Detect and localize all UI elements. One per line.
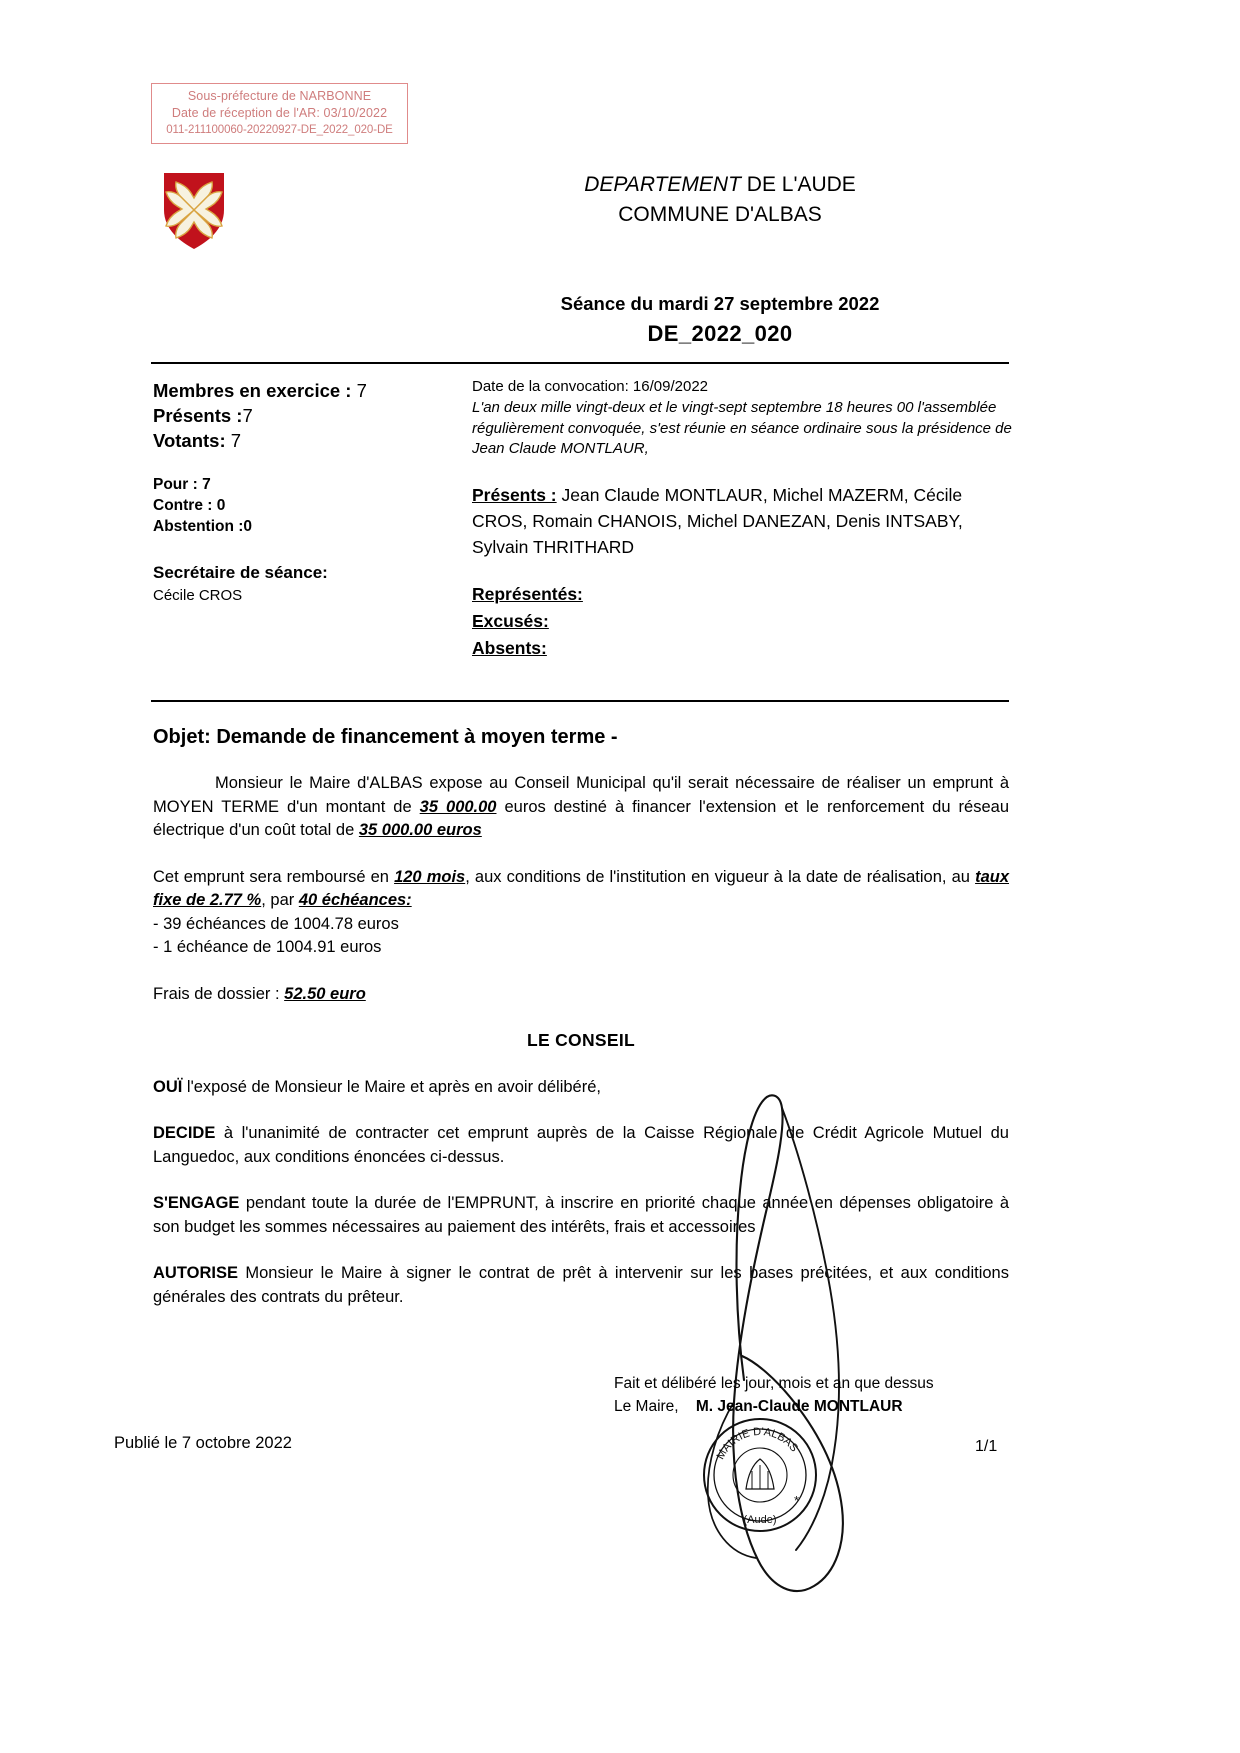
loan-rate: taux fixe de 2.77 % [153, 867, 1010, 909]
signature-block [614, 1372, 934, 1418]
deliberation-body [153, 772, 1009, 1309]
present-row [153, 403, 453, 428]
municipal-seal [690, 1405, 830, 1545]
engage-label: S'ENGAGE [153, 1194, 240, 1212]
members-value: 7 [356, 380, 367, 401]
subject-line: Objet: Demande de financement à moyen terme - [153, 726, 618, 748]
spacer-6 [153, 1169, 1009, 1192]
convocation-column [472, 376, 1012, 663]
present-members-label: Présents : [472, 484, 557, 505]
vote-for: Pour : 7 [153, 476, 211, 493]
prefecture-reception-stamp [151, 83, 408, 144]
stamp-line-2: Date de réception de l'AR: 03/10/2022 [171, 106, 388, 120]
para2-text-a: Cet emprunt sera remboursé en [153, 867, 395, 886]
coat-of-arms-icon [163, 172, 225, 250]
stamp-line-1: Sous-préfecture de NARBONNE [187, 89, 372, 103]
installment-line-2: - 1 échéance de 1004.91 euros [153, 938, 382, 956]
convocation-date: Date de la convocation: 16/09/2022 [472, 378, 709, 395]
session-date: Séance du mardi 27 septembre 2022 [560, 293, 880, 314]
department-rest: DE L'AUDE [740, 173, 856, 196]
autorise-text: Monsieur le Maire à signer le contrat de prêt à intervenir sur les bases précitées, et aux conditions générales des contrats du prêteur. [153, 1264, 1009, 1306]
resolution-decide [153, 1122, 1009, 1169]
page-number: 1/1 [975, 1438, 998, 1455]
signature-line-2 [614, 1395, 934, 1418]
signature-line-1: Fait et délibéré les jour, mois et an que dessus [614, 1375, 934, 1392]
vote-abstention: Abstention :0 [153, 518, 253, 535]
resolution-autorise [153, 1262, 1009, 1309]
published-date: Publié le 7 octobre 2022 [114, 1434, 292, 1452]
seal-star: * [794, 1493, 800, 1508]
commune-line: COMMUNE D'ALBAS [618, 203, 822, 226]
excused-label: Excusés: [472, 610, 549, 631]
installment-line-1: - 39 échéances de 1004.78 euros [153, 914, 399, 933]
voters-label: Votants: [153, 430, 231, 451]
spacer-3 [153, 1006, 1009, 1029]
mayor-label: Le Maire, [614, 1398, 679, 1415]
para1-text-a: Monsieur le Maire d'ALBAS expose au Conseil Municipal qu'il serait nécessaire de réaliser un emprunt à MOYEN TERME d'un montant de [153, 774, 1009, 816]
attendance-column [153, 378, 453, 604]
secretary-name: Cécile CROS [153, 587, 243, 604]
voters-row [153, 428, 453, 453]
para1-text-b: euros destiné à financer l'extension et le renforcement du réseau électrique d'un coût total de [153, 797, 1009, 839]
present-label: Présents : [153, 405, 243, 426]
resolution-engage [153, 1192, 1009, 1239]
vote-breakdown [153, 474, 453, 537]
present-value: 7 [242, 405, 253, 426]
absence-labels [472, 582, 1012, 661]
engage-text: pendant toute la durée de l'EMPRUNT, à inscrire en priorité chaque année en dépenses obligatoire à son budget les sommes nécessaires au paiement des intérêts, frais et accessoires [153, 1194, 1009, 1236]
spacer-4 [153, 1053, 1009, 1076]
members-row [153, 378, 453, 403]
oui-label: OUÏ [153, 1077, 183, 1096]
members-label: Membres en exercice : [153, 380, 357, 401]
fees-value: 52.50 euro [284, 984, 366, 1003]
fees-label: Frais de dossier : [153, 984, 285, 1003]
spacer-7 [153, 1239, 1009, 1262]
autorise-label: AUTORISE [153, 1264, 238, 1282]
represented-label: Représentés: [472, 583, 583, 604]
council-heading: LE CONSEIL [526, 1030, 635, 1050]
spacer-1 [153, 843, 1009, 866]
body-paragraph-1 [153, 772, 1009, 843]
voters-value: 7 [230, 430, 242, 451]
fees-line [153, 983, 1009, 1007]
department-heading [430, 170, 1010, 230]
deliberation-reference: DE_2022_020 [647, 321, 793, 346]
department-line [430, 170, 1010, 200]
loan-duration: 120 mois [394, 867, 466, 886]
divider-middle [151, 700, 1009, 702]
secretary-label: Secrétaire de séance: [153, 563, 328, 582]
vote-against: Contre : 0 [153, 497, 226, 514]
resolution-oui [153, 1076, 1009, 1100]
para2-text-b: , aux conditions de l'institution en vigueur à la date de réalisation, au [465, 867, 976, 886]
seal-bottom-text: (Aude) [743, 1514, 777, 1526]
svg-text:MAIRIE D'ALBAS [715, 1426, 801, 1462]
installment-count: 40 échéances: [298, 891, 412, 909]
mayor-name: M. Jean-Claude MONTLAUR [695, 1398, 903, 1415]
body-paragraph-2 [153, 866, 1009, 913]
para2-text-c: , par [261, 891, 299, 909]
absent-label: Absents: [472, 637, 547, 658]
session-heading [430, 293, 1010, 347]
present-members [472, 482, 1012, 560]
loan-amount-1: 35 000.00 [419, 797, 497, 816]
divider-top [151, 362, 1009, 364]
oui-text: l'exposé de Monsieur le Maire et après en avoir délibéré, [182, 1077, 601, 1096]
loan-amount-2: 35 000.00 euros [358, 821, 482, 839]
present-members-names: Jean Claude MONTLAUR, Michel MAZERM, Cécile CROS, Romain CHANOIS, Michel DANEZAN, Denis INTSABY, Sylvain THRITHARD [472, 484, 963, 557]
convocation-text: L'an deux mille vingt-deux et le vingt-sept septembre 18 heures 00 l'assemblée régulièrement convoquée, s'est réunie en séance ordinaire sous la présidence de Jean Claude MONTLAUR, [472, 399, 1012, 457]
stamp-line-3: 011-211100060-20220927-DE_2022_020-DE [166, 124, 393, 136]
department-word: DEPARTEMENT [584, 173, 741, 196]
decide-text: à l'unanimité de contracter cet emprunt auprès de la Caisse Régionale de Crédit Agricole Mutuel du Languedoc, aux conditions énoncées ci-dessus. [153, 1124, 1009, 1166]
attendance-counts [153, 378, 453, 453]
spacer-5 [153, 1099, 1009, 1122]
decide-label: DECIDE [153, 1124, 216, 1142]
spacer-2 [153, 960, 1009, 983]
seal-top-text: MAIRIE D'ALBAS [714, 1425, 801, 1462]
